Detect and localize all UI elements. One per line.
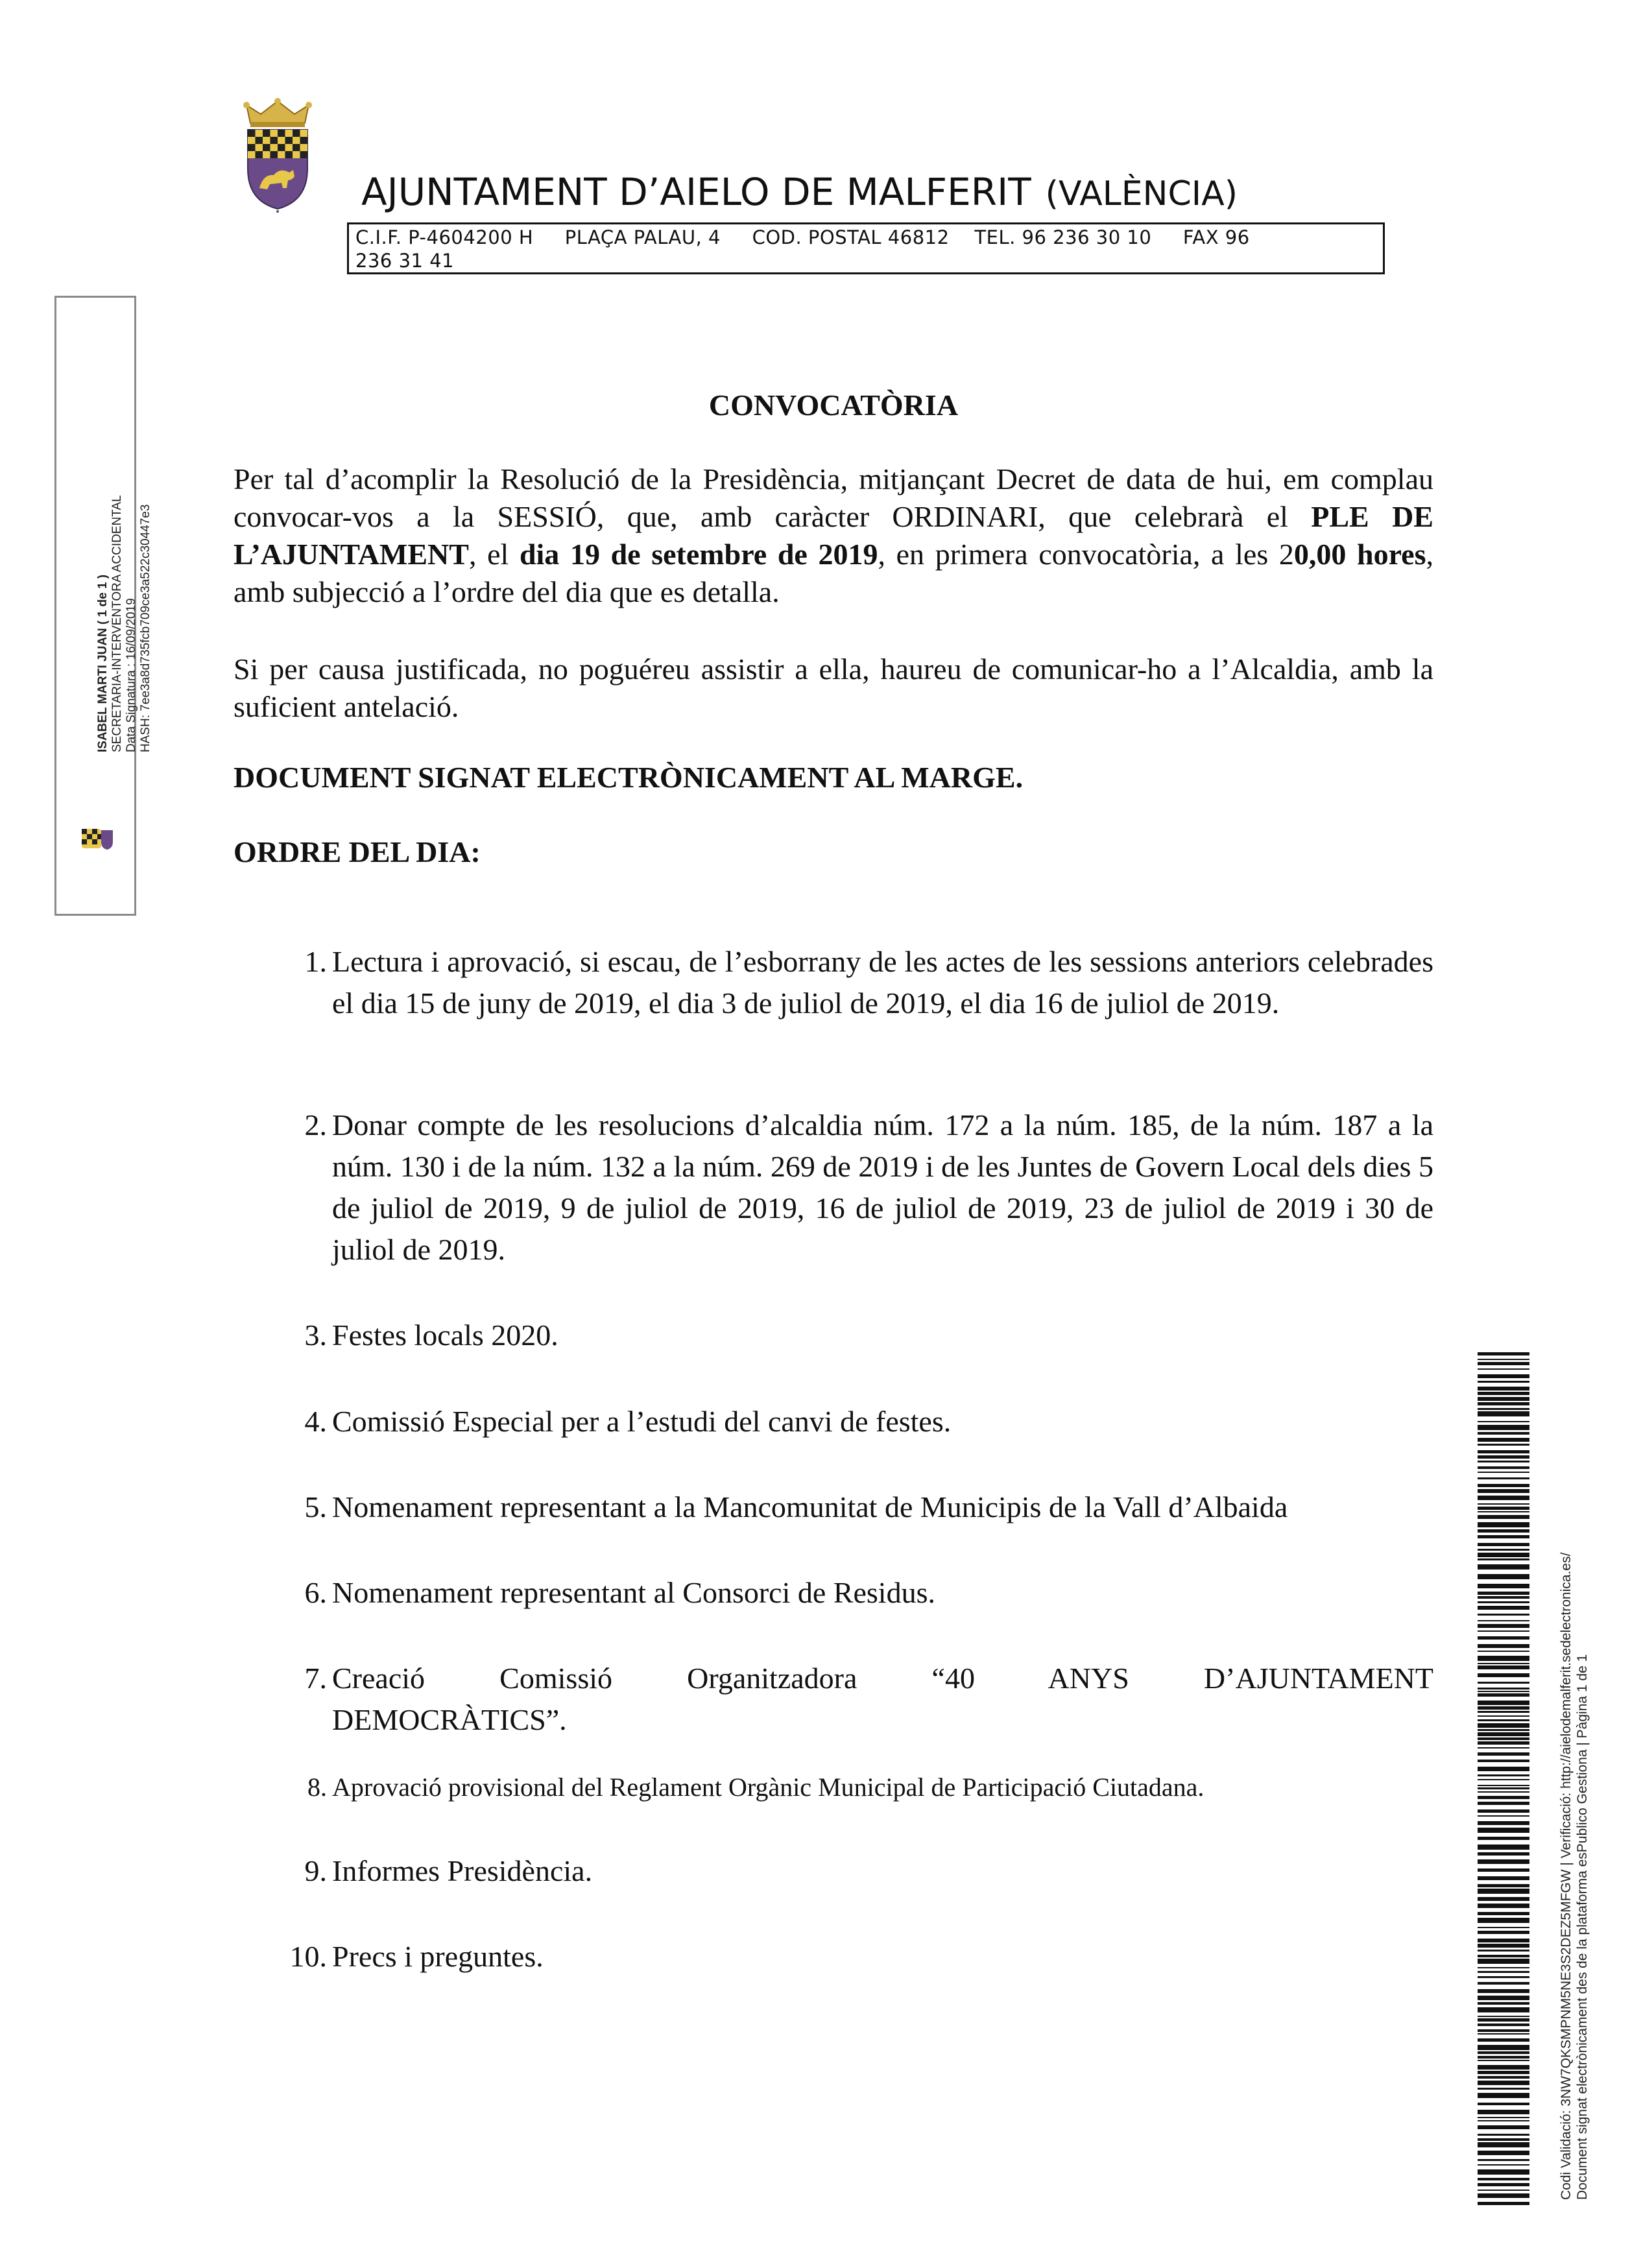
barcode-bar: [1478, 2117, 1529, 2118]
agenda-item-number: 10.: [289, 1940, 327, 1973]
barcode-bar: [1478, 2018, 1529, 2022]
organization-region: (VALÈNCIA): [1045, 174, 1238, 213]
barcode-bar: [1478, 1688, 1529, 1689]
barcode-bar: [1478, 2134, 1529, 2136]
agenda-item-number: 8.: [307, 1773, 327, 1802]
barcode-bar: [1478, 1601, 1529, 1603]
agenda-item-text: Lectura i aprovació, si escau, de l’esborrany de les actes de les sessions anteriors celebrades el dia 15 de juny de 2019, el dia 3 de juliol de 2019, el dia 16 de juliol de 2019.: [332, 945, 1433, 1020]
document-title: CONVOCATÒRIA: [708, 388, 959, 422]
barcode-bar: [1478, 1976, 1529, 1978]
barcode-bar: [1478, 1411, 1529, 1416]
barcode-bar: [1478, 1787, 1529, 1789]
barcode-bar: [1478, 2051, 1529, 2054]
barcode-bar: [1478, 1472, 1529, 1473]
barcode-bar: [1478, 1760, 1529, 1762]
barcode-bar: [1478, 1904, 1529, 1908]
agenda-item-text: Precs i preguntes.: [332, 1940, 544, 1973]
barcode-bar: [1478, 1450, 1529, 1453]
barcode-bar: [1478, 2093, 1529, 2098]
barcode-bar: [1478, 1944, 1529, 1948]
barcode-bar: [1478, 1889, 1529, 1894]
barcode-bar: [1478, 1715, 1529, 1717]
barcode-bar: [1478, 1971, 1529, 1973]
barcode-bar: [1478, 2120, 1529, 2121]
barcode-bar: [1478, 1912, 1529, 1915]
barcode-bar: [1478, 1535, 1529, 1538]
barcode-bar: [1478, 2142, 1529, 2147]
barcode-bar: [1478, 1352, 1529, 1355]
barcode-bar: [1478, 1967, 1529, 1968]
barcode-bar: [1478, 1558, 1529, 1560]
barcode-bar: [1478, 2125, 1529, 2129]
barcode-bar: [1478, 1507, 1529, 1510]
barcode-bar: [1478, 1732, 1529, 1736]
barcode-bar: [1478, 1359, 1529, 1360]
barcode-bar: [1478, 1815, 1529, 1817]
barcode-bar: [1478, 1477, 1529, 1479]
contact-line-2: 236 31 41: [355, 250, 455, 272]
p1-text-g: , amb subjecció a l’ordre del dia que es detalla.: [234, 538, 1433, 608]
barcode-bar: [1478, 1693, 1529, 1697]
barcode-bar: [1478, 1432, 1529, 1435]
barcode-bar: [1478, 1438, 1529, 1442]
signature-hash: HASH: 7ee3a8d735fcb709ce3a522c30447e3: [139, 504, 152, 752]
agenda-item-number: 3.: [304, 1319, 327, 1352]
barcode-bar: [1478, 1876, 1529, 1880]
barcode-bar: [1478, 1466, 1529, 1469]
organization-name: [361, 170, 1238, 214]
barcode-bar: [1478, 1802, 1529, 1805]
barcode-bar: [1478, 1614, 1529, 1616]
signature-details: [96, 389, 187, 752]
agenda-item-text: Aprovació provisional del Reglament Orgànic Municipal de Participació Ciutadana.: [332, 1773, 1205, 1802]
signer-name: ISABEL MARTI JUAN ( 1 de 1 ): [96, 574, 110, 752]
agenda-item-number: 5.: [304, 1490, 327, 1523]
agenda-item-text: Informes Presidència.: [332, 1854, 593, 1887]
barcode-bar: [1478, 2178, 1529, 2180]
barcode-bar: [1478, 1636, 1529, 1640]
agenda-item-text-line-1: Creació Comissió Organitzadora “40 ANYS D’AJUNTAMENT: [332, 1662, 1433, 1695]
barcode-bar: [1478, 1785, 1529, 1786]
agenda-item-text: [332, 1658, 1433, 1741]
barcode-bar: [1478, 1592, 1529, 1595]
barcode-bar: [1478, 1982, 1529, 1985]
p1-text-e: , en primera convocatòria, a les 2: [878, 538, 1294, 571]
barcode-bar: [1478, 1553, 1529, 1557]
agenda-item-number: 4.: [304, 1405, 327, 1438]
barcode-bar: [1478, 2138, 1529, 2141]
barcode-bar: [1478, 1711, 1529, 1713]
barcode-bar: [1478, 1549, 1529, 1551]
barcode-bar: [1478, 1741, 1529, 1745]
barcode-bar: [1478, 1511, 1529, 1512]
barcode-bar: [1478, 2183, 1529, 2186]
barcode-bar: [1478, 1381, 1529, 1383]
barcode-bar: [1478, 1767, 1529, 1771]
barcode-bar: [1478, 1828, 1529, 1833]
organization-name-text: AJUNTAMENT D’AIELO DE MALFERIT: [361, 170, 1031, 214]
convocation-paragraph: [234, 460, 1433, 611]
verification-platform-line: Document signat electrònicament des de la plataforma esPublico Gestiona | Pàgina 1 de 1: [1575, 1654, 1590, 2200]
barcode-bar: [1478, 1931, 1529, 1934]
barcode-bar: [1478, 2169, 1529, 2175]
barcode-bar: [1478, 1374, 1529, 1378]
barcode-bar: [1478, 1821, 1529, 1825]
barcode-bar: [1478, 1624, 1529, 1628]
barcode-bar: [1478, 1484, 1529, 1487]
barcode-bar: [1478, 1682, 1529, 1684]
p1-body-name: PLE DE L’AJUNTAMENT: [234, 500, 1433, 571]
agenda-item-number: 6.: [304, 1576, 327, 1609]
barcode-bar: [1478, 2081, 1529, 2085]
barcode-bar: [1478, 1425, 1529, 1430]
barcode-bar: [1478, 1584, 1529, 1588]
barcode-bar: [1478, 2038, 1529, 2042]
barcode-bar: [1478, 1939, 1529, 1942]
barcode-bar: [1478, 1859, 1529, 1864]
barcode-bar: [1478, 2110, 1529, 2114]
barcode-bar: [1478, 1421, 1529, 1422]
p1-meeting-date: dia 19 de setembre de 2019: [519, 538, 878, 571]
barcode-bar: [1478, 2002, 1529, 2005]
barcode-bar: [1478, 2076, 1529, 2079]
barcode-bar: [1478, 1719, 1529, 1721]
barcode-bar: [1478, 1927, 1529, 1928]
barcode-bar: [1478, 1408, 1529, 1410]
barcode-bar: [1478, 1737, 1529, 1740]
barcode-bar: [1478, 2088, 1529, 2090]
barcode-bar: [1478, 1950, 1529, 1952]
barcode-bar: [1478, 1723, 1529, 1728]
contact-line-1: C.I.F. P-4604200 H PLAÇA PALAU, 4 COD. POSTAL 46812 TEL. 96 236 30 10 FAX 96: [355, 226, 1250, 248]
agenda-item-number: 2.: [304, 1108, 327, 1141]
barcode-bar: [1478, 2151, 1529, 2155]
barcode-bar: [1478, 2065, 1529, 2070]
barcode-bar: [1478, 1656, 1529, 1661]
barcode-bar: [1478, 1837, 1529, 1840]
barcode-bar: [1478, 1644, 1529, 1648]
p1-text-a: Per tal d’acomplir la Resolució de la Presidència, mitjançant Decret de data de hui, em complau convocar-vos a la SESSIÓ, que, amb caràcter ORDINARI, que celebrarà el: [234, 462, 1433, 533]
agenda-heading: ORDRE DEL DIA:: [234, 835, 481, 868]
barcode-bar: [1478, 2029, 1529, 2032]
barcode-bar: [1478, 2159, 1529, 2161]
p1-text-c: , el: [468, 538, 520, 571]
barcode-bar: [1478, 1868, 1529, 1872]
agenda-item-number: 7.: [304, 1662, 327, 1695]
barcode-bar: [1478, 1362, 1529, 1365]
barcode-bar: [1478, 2056, 1529, 2059]
barcode-bar: [1478, 2202, 1529, 2205]
barcode-bar: [1478, 2016, 1529, 2017]
barcode-bar: [1478, 1897, 1529, 1901]
barcode-bar: [1478, 1701, 1529, 1705]
barcode-bar: [1478, 1989, 1529, 1993]
barcode-bar: [1478, 1522, 1529, 1527]
barcode-bar: [1478, 1574, 1529, 1579]
absence-notice-paragraph: Si per causa justificada, no poguéreu assistir a ella, haureu de comunicar-ho a l’Alcaldia, amb la suficient antelació.: [234, 652, 1433, 723]
agenda-item-text: Nomenament representant a la Mancomunitat de Municipis de la Vall d’Albaida: [332, 1490, 1288, 1523]
barcode-bar: [1478, 1791, 1529, 1793]
barcode-bar: [1478, 1752, 1529, 1756]
verification-code-line: Codi Validació: 3NW7QKSMPNM5NE3S2DEZ5MFGW | Verificació: http://aielodemalferit.sedelectronica.es/: [1559, 1552, 1574, 2200]
barcode-bar: [1478, 1884, 1529, 1887]
signed-notice: DOCUMENT SIGNAT ELECTRÒNICAMENT AL MARGE.: [234, 761, 1024, 794]
barcode-bar: [1478, 2045, 1529, 2050]
barcode-bar: [1478, 2164, 1529, 2166]
barcode-bar: [1478, 1402, 1529, 1405]
agenda-item-text: Nomenament representant al Consorci de Residus.: [332, 1576, 935, 1609]
barcode-bar: [1478, 1796, 1529, 1799]
barcode-bar: [1478, 1996, 1529, 2000]
barcode-bar: [1478, 1503, 1529, 1505]
barcode-bar: [1478, 2060, 1529, 2061]
barcode-bar: [1478, 1620, 1529, 1621]
barcode-bar: [1478, 1630, 1529, 1632]
barcode-bar: [1478, 1665, 1529, 1669]
barcode-bar: [1478, 1844, 1529, 1850]
barcode-bar: [1478, 1461, 1529, 1462]
barcode-bar: [1478, 1673, 1529, 1677]
agenda-item-number: 9.: [304, 1854, 327, 1887]
barcode-bar: [1478, 2071, 1529, 2074]
barcode-bar: [1478, 1606, 1529, 1610]
barcode-bar: [1478, 1515, 1529, 1519]
barcode-bar: [1478, 1368, 1529, 1370]
barcode-bar: [1478, 2023, 1529, 2026]
barcode-bar: [1478, 2190, 1529, 2191]
barcode-bar: [1478, 1651, 1529, 1652]
signature-seal-icon: [80, 826, 114, 851]
barcode-bar: [1478, 1852, 1529, 1856]
barcode-bar: [1478, 1496, 1529, 1500]
contact-info-box: [347, 222, 1385, 274]
barcode-bar: [1478, 1706, 1529, 1710]
barcode-bar: [1478, 1387, 1529, 1391]
agenda-item-number: 1.: [304, 945, 327, 978]
p1-meeting-time: 0,00 hores: [1293, 538, 1426, 571]
barcode-bar: [1478, 2033, 1529, 2035]
signer-role: SECRETARIA-INTERVENTORA ACCIDENTAL: [110, 495, 124, 752]
barcode-bar: [1478, 2193, 1529, 2198]
barcode-bar: [1478, 1691, 1529, 1692]
barcode-bar: [1478, 1809, 1529, 1813]
barcode-bar: [1478, 1543, 1529, 1546]
barcode-bar: [1478, 1779, 1529, 1780]
barcode-bar: [1478, 1747, 1529, 1749]
barcode-bar: [1478, 2007, 1529, 2012]
barcode-bar: [1478, 1918, 1529, 1923]
barcode-bar: [1478, 1444, 1529, 1446]
barcode-bar: [1478, 1564, 1529, 1570]
barcode-bar: [1478, 1774, 1529, 1776]
barcode-bar: [1478, 1663, 1529, 1664]
barcode-bar: [1478, 1959, 1529, 1964]
agenda-item-text: Comissió Especial per a l’estudi del canvi de festes.: [332, 1405, 952, 1438]
barcode-bar: [1478, 2103, 1529, 2105]
barcode-bar: [1478, 1489, 1529, 1493]
signature-date: Data Signatura : 16/09/2019: [125, 598, 138, 752]
barcode-bar: [1478, 1729, 1529, 1731]
agenda-item-text: Donar compte de les resolucions d’alcaldia núm. 172 a la núm. 185, de la núm. 187 a la núm. 130 i de la núm. 132 a la núm. 269 de 2019 i de les Juntes de Govern Local dels dies 5 de juliol de 2019, 9 de juliol de 2019, 16 de juliol de 2019, 23 de juliol de 2019 i 30 de juliol de 2019.: [332, 1108, 1433, 1266]
agenda-item-text-line-2: DEMOCRÀTICS”.: [332, 1703, 567, 1736]
verification-barcode: [1478, 1352, 1529, 2208]
barcode-bar: [1478, 1955, 1529, 1957]
barcode-bar: [1478, 1392, 1529, 1395]
barcode-bar: [1478, 1596, 1529, 1599]
barcode-bar: [1478, 1397, 1529, 1401]
barcode-bar: [1478, 1529, 1529, 1533]
agenda-item-text: Festes locals 2020.: [332, 1319, 558, 1352]
municipal-coat-of-arms-logo: [241, 97, 314, 214]
barcode-bar: [1478, 1455, 1529, 1459]
verification-text: [1558, 1357, 1610, 2200]
